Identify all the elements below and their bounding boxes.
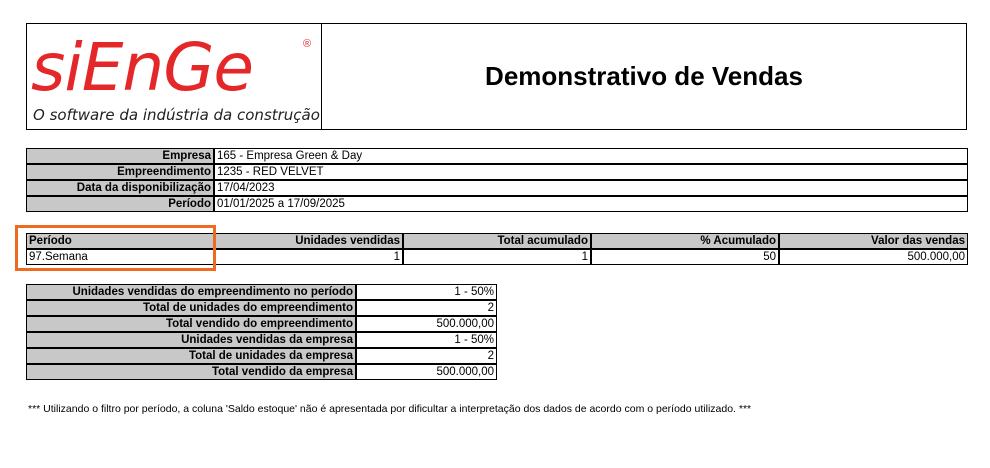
summary-value: 500.000,00 [356, 316, 497, 332]
title-cell [322, 24, 966, 129]
summary-label: Unidades vendidas da empresa [26, 332, 356, 348]
info-row-empreendimento [26, 164, 968, 180]
summary-value: 500.000,00 [356, 364, 497, 380]
summary-label: Total de unidades do empreendimento [26, 300, 356, 316]
info-label: Empresa [26, 148, 214, 164]
summary-row [26, 300, 497, 316]
col-header-percent: % Acumulado [591, 233, 779, 249]
summary-value: 2 [356, 348, 497, 364]
cell-valor: 500.000,00 [779, 249, 968, 265]
summary-label: Total vendido do empreendimento [26, 316, 356, 332]
col-header-unidades: Unidades vendidas [215, 233, 403, 249]
logo-wordmark: siEnGe [31, 29, 254, 106]
info-value: 17/04/2023 [214, 180, 968, 196]
info-value: 1235 - RED VELVET [214, 164, 968, 180]
report-title: Demonstrativo de Vendas [485, 61, 803, 91]
summary-value: 2 [356, 300, 497, 316]
info-row-data [26, 180, 968, 196]
summary-value: 1 - 50% [356, 284, 497, 300]
col-header-total: Total acumulado [403, 233, 591, 249]
footnote: *** Utilizando o filtro por período, a coluna 'Saldo estoque' não é apresentada por dificultar a interpretação dos dados de acordo com o período utilizado. *** [28, 403, 752, 415]
report-header [26, 23, 967, 130]
info-row-empresa [26, 148, 968, 164]
logo-tagline: O software da indústria da construção [33, 106, 320, 124]
info-label: Período [26, 196, 214, 212]
info-label: Empreendimento [26, 164, 214, 180]
info-label: Data da disponibilização [26, 180, 214, 196]
info-row-periodo [26, 196, 968, 212]
cell-unidades: 1 [215, 249, 403, 265]
summary-row [26, 332, 497, 348]
summary-label: Total de unidades da empresa [26, 348, 356, 364]
registered-mark: ® [303, 38, 312, 50]
summary-row [26, 316, 497, 332]
summary-label: Unidades vendidas do empreendimento no período [26, 284, 356, 300]
info-value: 165 - Empresa Green & Day [214, 148, 968, 164]
summary-row [26, 364, 497, 380]
info-value: 01/01/2025 a 17/09/2025 [214, 196, 968, 212]
summary-label: Total vendido da empresa [26, 364, 356, 380]
highlight-box [15, 225, 216, 271]
col-header-valor: Valor das vendas [779, 233, 968, 249]
summary-row [26, 284, 497, 300]
cell-periodo: 97.Semana [26, 249, 215, 265]
summary-row [26, 348, 497, 364]
summary-value: 1 - 50% [356, 332, 497, 348]
col-header-periodo: Período [26, 233, 215, 249]
sienge-logo [27, 24, 322, 129]
cell-percent: 50 [591, 249, 779, 265]
cell-total: 1 [403, 249, 591, 265]
